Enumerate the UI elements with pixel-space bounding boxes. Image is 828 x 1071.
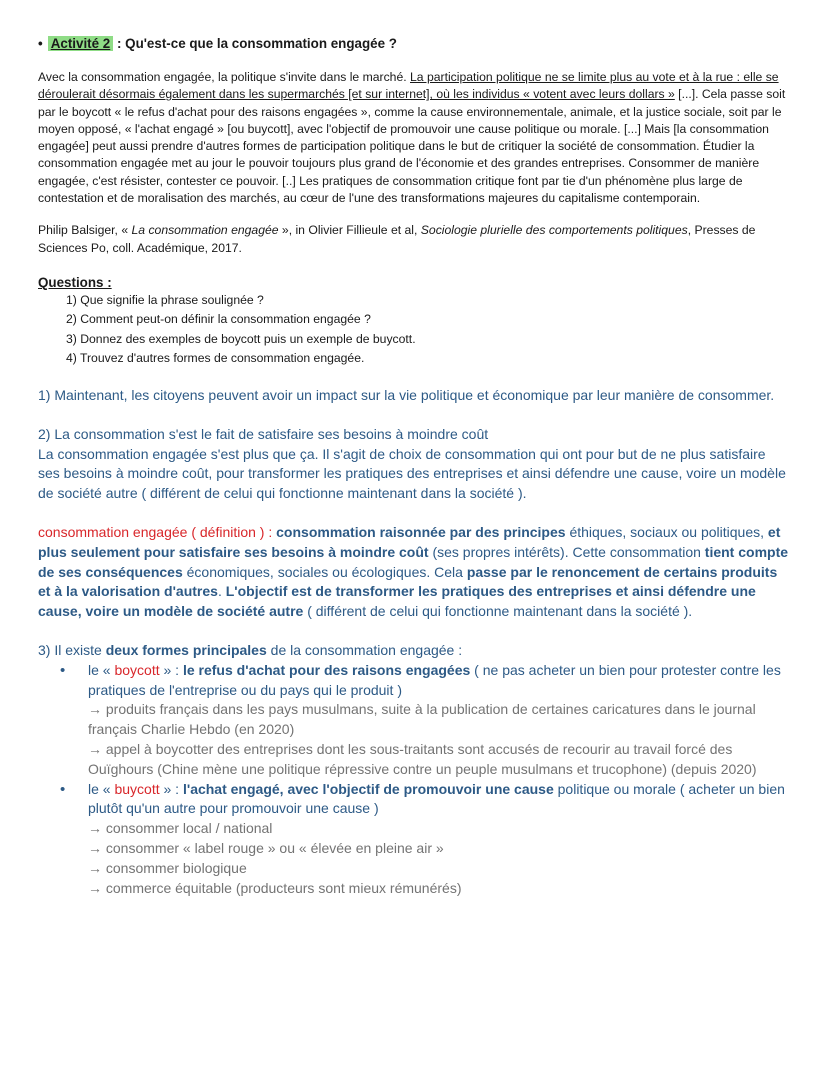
definition-text: éthiques, sociaux ou politiques, (565, 523, 768, 540)
citation-end: , Presses de Sciences Po, coll. Académique, 2017. (38, 223, 756, 255)
definition-bold: tient compte de ses conséquences (38, 543, 789, 580)
example-item: → commerce équitable (producteurs sont mieux rémunérés) (88, 879, 462, 896)
answer-3-intro (38, 641, 790, 661)
boycott-desc: ( ne pas acheter un bien pour protester contre les pratiques de l'entreprise ou du pays qui le produit ) (88, 661, 781, 698)
boycott-bold: le refus d'achat pour des raisons engagées (182, 661, 471, 678)
citation-book: Sociologie plurielle des comportements politiques (420, 223, 688, 238)
boycott-term: boycott (114, 661, 160, 678)
questions-heading: Questions : (38, 274, 112, 290)
citation-author: Philip Balsiger, « (38, 223, 132, 238)
buycott-close: » : (159, 780, 183, 797)
definition-bold: et plus seulement pour satisfaire ses besoins à moindre coût (38, 523, 781, 560)
citation-mid: », in Olivier Fillieule et al, (278, 223, 421, 238)
buycott-open: le « (88, 780, 115, 797)
question-item: 3) Donnez des exemples de boycott puis un exemple de buycott. (66, 331, 416, 346)
example-item: → consommer biologique (88, 859, 247, 876)
forms-list (38, 661, 790, 899)
boycott-close: » : (159, 661, 183, 678)
document-page (38, 36, 790, 898)
buycott-term: buycott (114, 780, 160, 797)
bullet-icon: • (60, 780, 66, 798)
definition-text: ( différent de celui qui fonctionne maintenant dans la société ). (303, 603, 693, 620)
question-item: 2) Comment peut-on définir la consommation engagée ? (66, 312, 371, 327)
quote-part-1: Avec la consommation engagée, la politique s'invite dans le marché. (38, 70, 411, 84)
buycott-bold: l'achat engagé, avec l'objectif de promouvoir une cause (182, 780, 554, 797)
definition-text: (ses propres intérêts). Cette consommation (428, 543, 705, 560)
citation (38, 222, 790, 257)
example-item: → produits français dans les pays musulmans, suite à la publication de certaines caricatures dans le journal français Charlie Hebdo (en 2020) (88, 701, 756, 738)
citation-work: La consommation engagée (131, 223, 279, 238)
bullet-icon: • (60, 661, 66, 679)
answer-2-line-2: La consommation engagée s'est plus que ça. Il s'agit de choix de consommation qui ont pour but de ne plus satisfaire ses besoins à moindre coût, pour transformer les pratiques des entreprises et ainsi défendre une cause, voire un modèle de société autre ( différent de celui qui fonctionne maintenant dans la société ). (38, 445, 786, 502)
questions-list (38, 291, 790, 369)
quote-part-2: [...]. Cela passe soit par le boycott « le refus d'achat pour des raisons engagées », comme la cause environnementale, animale, et la justice sociale, soit par le moyen opposé, « l'achat engagé » [ou buycott], avec l'objectif de promouvoir une cause politique ou morale. [...] Mais [la consommation engagée] peut aussi prendre d'autres formes de participation politique dans le but de critiquer la société de consommation. Étudier la consommation engagée met au jour le pouvoir toujours plus grand de l'économie et des grandes entreprises. Consommer de manière engagée, c'est résister, contester ce pouvoir. [..] Les pratiques de consommation critique font par tie d'un phénomène plus large de contestation et de moralisation des marchés, au cœur de l'une des transformations majeures du capitalisme contemporain. (38, 87, 786, 206)
answer-1 (38, 386, 790, 406)
title-bullet: • (38, 36, 43, 51)
answer-2-line-1: 2) La consommation s'est le fait de satisfaire ses besoins à moindre coût (38, 425, 489, 442)
activity-question: : Qu'est-ce que la consommation engagée ? (113, 36, 397, 51)
answer-3-intro-text: 3) Il existe (38, 641, 106, 658)
question-item: 4) Trouvez d'autres formes de consommation engagée. (66, 351, 365, 366)
definition-text: . (217, 583, 226, 600)
definition-bold: L'objectif est de transformer les pratiques des entreprises et ainsi défendre une cause, voire un modèle de société autre (38, 583, 756, 620)
boycott-open: le « (88, 661, 115, 678)
example-item: → consommer local / national (88, 820, 273, 837)
list-item-buycott (60, 780, 790, 899)
underlined-sentence: La participation politique ne se limite plus au vote et à la rue : elle se déroulerait désormais également dans les supermarchés [et sur internet], où les individus « votent avec leurs dollars » (38, 70, 779, 102)
example-item: → consommer « label rouge » ou « élevée en pleine air » (88, 839, 444, 856)
question-item: 1) Que signifie la phrase soulignée ? (66, 292, 264, 307)
answer-3-intro-bold: deux formes principales (105, 641, 267, 658)
definition-text: économiques, sociales ou écologiques. Cela (182, 563, 467, 580)
answer-3 (38, 641, 790, 898)
answer-2 (38, 425, 790, 504)
buycott-desc: politique ou morale ( acheter un bien plutôt qu'un autre pour promouvoir une cause ) (88, 780, 785, 817)
answer-1-text: 1) Maintenant, les citoyens peuvent avoir un impact sur la vie politique et économique par leur manière de consommer. (38, 386, 775, 403)
definition-bold: consommation raisonnée par des principes (276, 523, 566, 540)
example-item: → appel à boycotter des entreprises dont les sous-traitants sont accusés de recourir au travail forcé des Ouïghours (Chine mène une politique répressive contre un peuple musulmans et trucophone) (depuis 2020) (88, 740, 757, 777)
activity-title (38, 36, 790, 51)
list-item-boycott (60, 661, 790, 780)
activity-label: Activité 2 (48, 36, 114, 51)
definition-bold: passe par le renoncement de certains produits et à la valorisation d'autres (38, 563, 778, 600)
definition (38, 523, 790, 622)
quote-text (38, 69, 790, 207)
definition-label: consommation engagée ( définition ) : (38, 523, 277, 540)
answer-3-intro-text: de la consommation engagée : (266, 641, 463, 658)
